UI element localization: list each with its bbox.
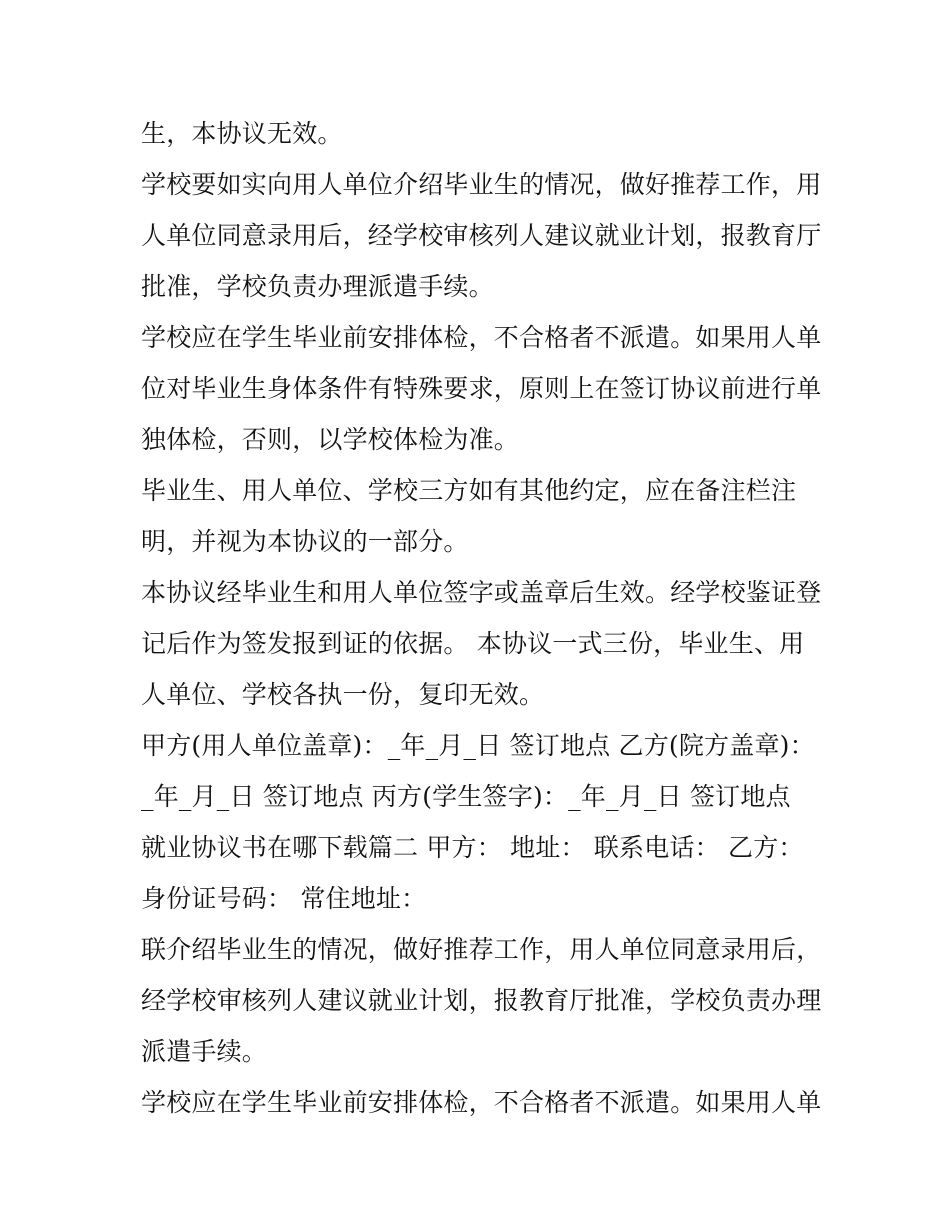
text-line: 人单位、学校各执一份，复印无效。: [141, 680, 545, 709]
text-line: 记后作为签发报到证的依据。 本协议一式三份，毕业生、用: [141, 629, 805, 658]
text-line: 明，并视为本协议的一部分。: [141, 527, 469, 556]
text-line: 毕业生、用人单位、学校三方如有其他约定，应在备注栏注: [141, 476, 797, 505]
document-body: [141, 108, 821, 1128]
text-line: 本协议经毕业生和用人单位签字或盖章后生效。经学校鉴证登: [141, 578, 822, 607]
text-line: 学校应在学生毕业前安排体检，不合格者不派遣。如果用人单: [141, 1088, 822, 1117]
text-line: 位对毕业生身体条件有特殊要求，原则上在签订协议前进行单: [141, 374, 822, 403]
text-line: 就业协议书在哪下载篇二 甲方： 地址： 联系电话： 乙方：: [141, 833, 804, 862]
text-line: _年_月_日 签订地点 丙方(学生签字)：_年_月_日 签订地点: [141, 782, 791, 811]
text-line: 人单位同意录用后，经学校审核列人建议就业计划，报教育厅: [141, 221, 822, 250]
text-line: 学校要如实向用人单位介绍毕业生的情况，做好推荐工作，用: [141, 170, 822, 199]
text-line: 甲方(用人单位盖章)：_年_月_日 签订地点 乙方(院方盖章)：: [141, 731, 815, 760]
text-line: 派遣手续。: [141, 1037, 268, 1066]
text-line: 学校应在学生毕业前安排体检，不合格者不派遣。如果用人单: [141, 323, 822, 352]
text-line: 独体检，否则，以学校体检为准。: [141, 425, 520, 454]
text-line: 生，本协议无效。: [141, 119, 343, 148]
text-line: 经学校审核列人建议就业计划，报教育厅批准，学校负责办理: [141, 986, 822, 1015]
text-line: 身份证号码： 常住地址：: [141, 884, 427, 913]
text-line: 联介绍毕业生的情况，做好推荐工作，用人单位同意录用后，: [141, 935, 822, 964]
text-line: 批准，学校负责办理派遣手续。: [141, 272, 494, 301]
